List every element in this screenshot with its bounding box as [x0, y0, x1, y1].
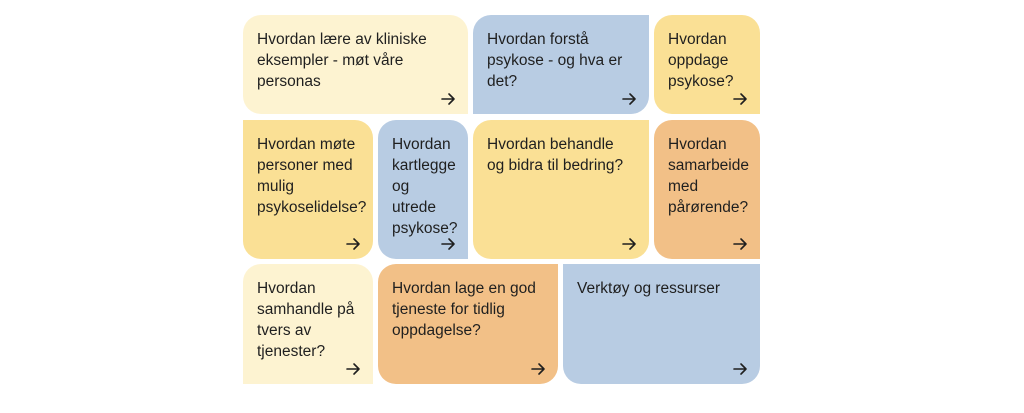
arrow-right-icon — [441, 237, 457, 251]
arrow-right-icon — [531, 362, 547, 376]
tile-label: Hvordan kartlegge og utrede psykose? — [392, 136, 458, 237]
arrow-right-icon — [622, 237, 638, 251]
tile-understand-psychosis[interactable] — [473, 15, 649, 114]
arrow-right-icon — [441, 92, 457, 106]
tile-label: Hvordan oppdage psykose? — [668, 31, 734, 90]
tile-personas[interactable] — [243, 15, 468, 114]
arrow-right-icon — [733, 362, 749, 376]
tile-cooperate-relatives[interactable] — [654, 120, 760, 259]
tile-label: Hvordan lære av kliniske eksempler - møt våre personas — [257, 31, 427, 90]
arrow-right-icon — [346, 362, 362, 376]
arrow-right-icon — [733, 237, 749, 251]
tile-label: Hvordan lage en god tjeneste for tidlig oppdagelse? — [392, 280, 536, 339]
tile-meet-persons[interactable] — [243, 120, 373, 259]
tile-label: Hvordan behandle og bidra til bedring? — [487, 136, 624, 174]
arrow-right-icon — [346, 237, 362, 251]
tile-label: Verktøy og ressurser — [577, 280, 720, 297]
tile-assess-psychosis[interactable] — [378, 120, 468, 259]
tile-early-detection-service[interactable] — [378, 264, 558, 384]
tile-detect-psychosis[interactable] — [654, 15, 760, 114]
arrow-right-icon — [622, 92, 638, 106]
tile-treat-recovery[interactable] — [473, 120, 649, 259]
tile-label: Hvordan samhandle på tvers av tjenester? — [257, 280, 355, 360]
tile-label: Hvordan forstå psykose - og hva er det? — [487, 31, 623, 90]
tile-tools-resources[interactable] — [563, 264, 760, 384]
tile-cross-services[interactable] — [243, 264, 373, 384]
arrow-right-icon — [733, 92, 749, 106]
tile-label: Hvordan samarbeide med pårørende? — [668, 136, 749, 216]
tile-label: Hvordan møte personer med mulig psykoselidelse? — [257, 136, 367, 216]
